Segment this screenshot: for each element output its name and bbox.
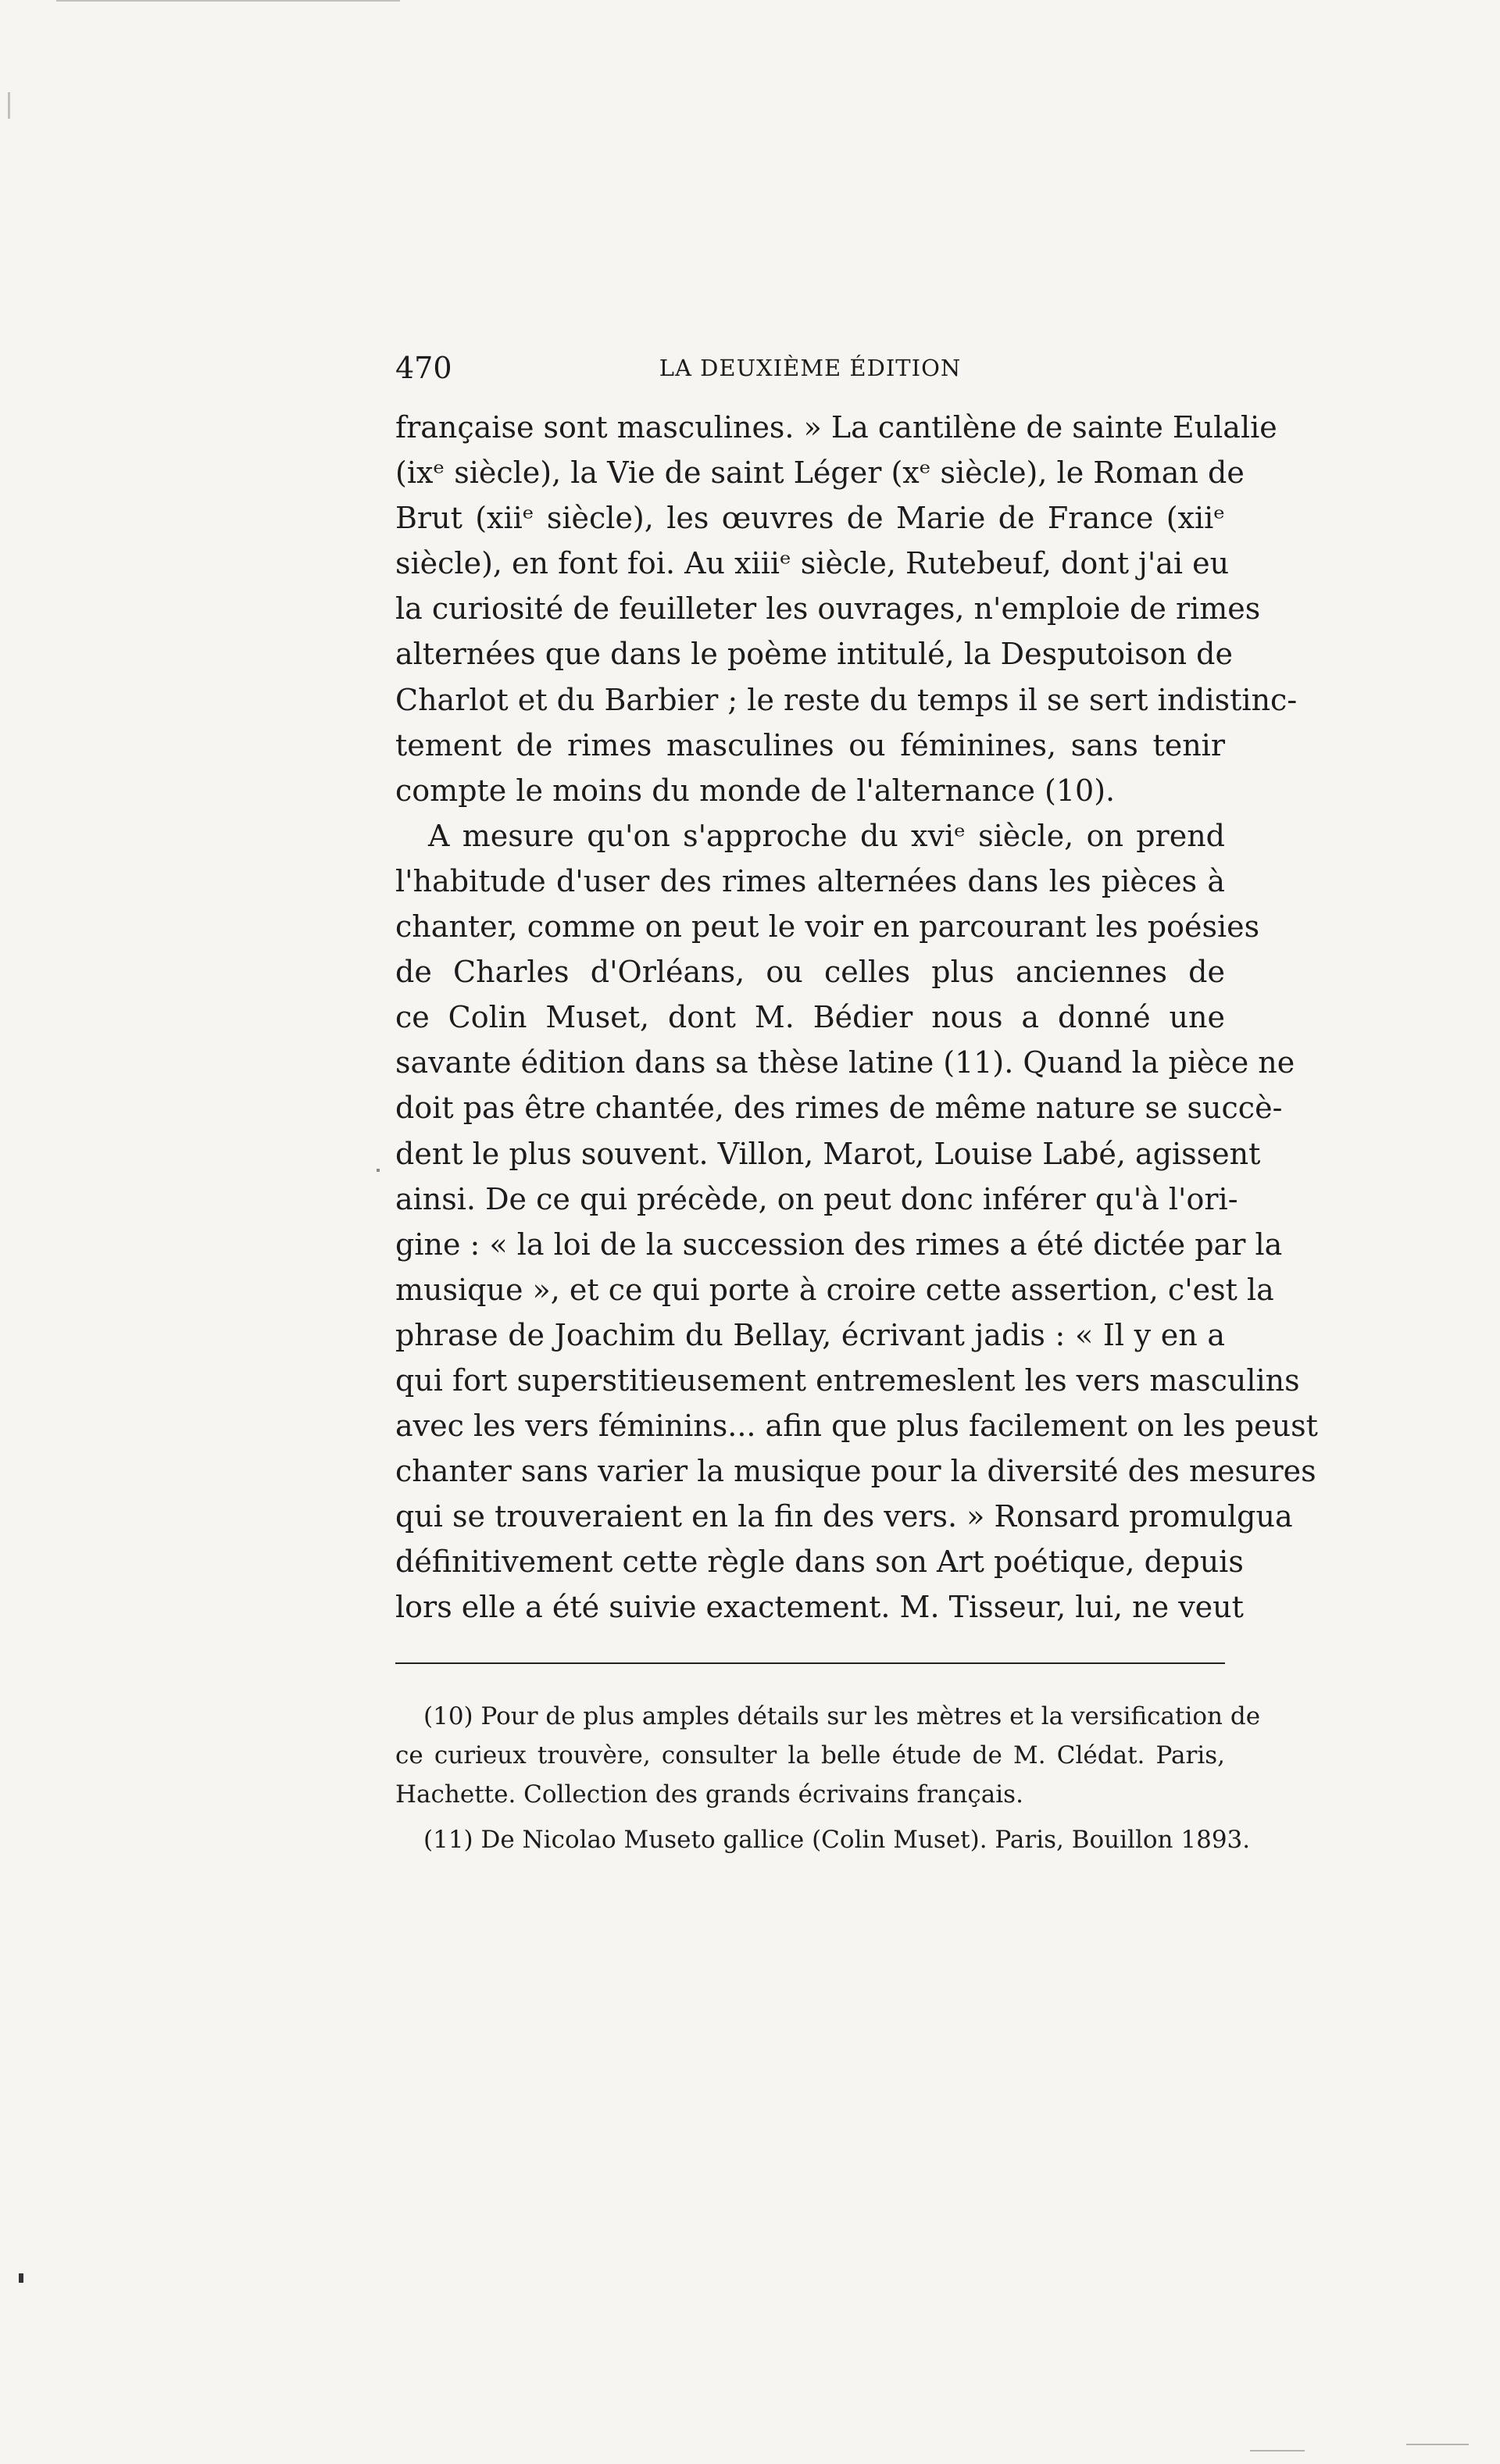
text-line: tement de rimes masculines ou féminines, sans tenir [395,727,1225,762]
scan-speck [1406,2444,1469,2445]
text-line: Brut (xiiᵉ siècle), les œuvres de Marie de France (xiiᵉ [395,501,1225,536]
text-line: lors elle a été suivie exactement. M. Tisseur, lui, ne veut [395,1590,1244,1625]
text-line: siècle), en font foi. Au xiiiᵉ siècle, Rutebeuf, dont j'ai eu [395,546,1230,581]
text-line: avec les vers féminins... afin que plus facilement on les peust [395,1409,1318,1444]
footnote-line: (10) Pour de plus amples détails sur les mètres et la versification de [423,1702,1261,1730]
text-line: qui se trouveraient en la fin des vers. » Ronsard promulgua [395,1499,1293,1534]
text-line: définitivement cette règle dans son Art poétique, depuis [395,1544,1244,1580]
scan-speck [377,1169,380,1172]
footnote-divider [395,1662,1225,1664]
text-line: A mesure qu'on s'approche du xviᵉ siècle, on prend [428,818,1225,853]
text-line: compte le moins du monde de l'alternance (10). [395,773,1116,808]
footnote-line: ce curieux trouvère, consulter la belle étude de M. Clédat. Paris, [395,1741,1225,1769]
running-head [395,348,1225,387]
body-text [395,405,1318,1630]
text-line: dent le plus souvent. Villon, Marot, Louise Labé, agissent [395,1136,1261,1171]
text-line: doit pas être chantée, des rimes de même nature se succè- [395,1091,1283,1126]
text-line: ce Colin Muset, dont M. Bédier nous a donné une [395,1000,1225,1035]
text-line: chanter, comme on peut le voir en parcourant les poésies [395,909,1260,945]
text-line: de Charles d'Orléans, ou celles plus anciennes de [395,955,1225,990]
text-line: (ixᵉ siècle), la Vie de saint Léger (xᵉ siècle), le Roman de [395,455,1245,491]
footnote-line: (11) De Nicolao Museto gallice (Colin Muset). Paris, Bouillon 1893. [423,1826,1251,1854]
scan-speck [1250,2450,1305,2452]
text-line: alternées que dans le poème intitulé, la Desputoison de [395,637,1233,672]
text-line: l'habitude d'user des rimes alternées dans les pièces à [395,863,1225,898]
scan-speck [19,2273,23,2283]
page-number: 470 [395,351,452,385]
text-line: savante édition dans sa thèse latine (11). Quand la pièce ne [395,1045,1295,1080]
footnote-line: Hachette. Collection des grands écrivains français. [395,1780,1023,1809]
text-line: musique », et ce qui porte à croire cette assertion, c'est la [395,1272,1274,1307]
text-line: ainsi. De ce qui précède, on peut donc inférer qu'à l'ori- [395,1181,1238,1216]
text-line: française sont masculines. » La cantilène de sainte Eulalie [395,410,1277,445]
text-line: chanter sans varier la musique pour la diversité des mesures [395,1454,1316,1489]
text-line: la curiosité de feuilleter les ouvrages, n'emploie de rimes [395,591,1261,627]
footnote-gap [395,1814,1225,1820]
footnotes [395,1697,1261,1859]
scan-speck [8,92,10,119]
text-line: qui fort superstitieusement entremeslent les vers masculins [395,1362,1300,1398]
text-line: phrase de Joachim du Bellay, écrivant jadis : « Il y en a [395,1317,1225,1352]
text-line: gine : « la loi de la succession des rimes a été dictée par la [395,1227,1283,1262]
text-line: Charlot et du Barbier ; le reste du temps il se sert indistinc- [395,682,1298,717]
running-title: LA DEUXIÈME ÉDITION [659,355,962,381]
scan-edge-mark [56,0,400,2]
